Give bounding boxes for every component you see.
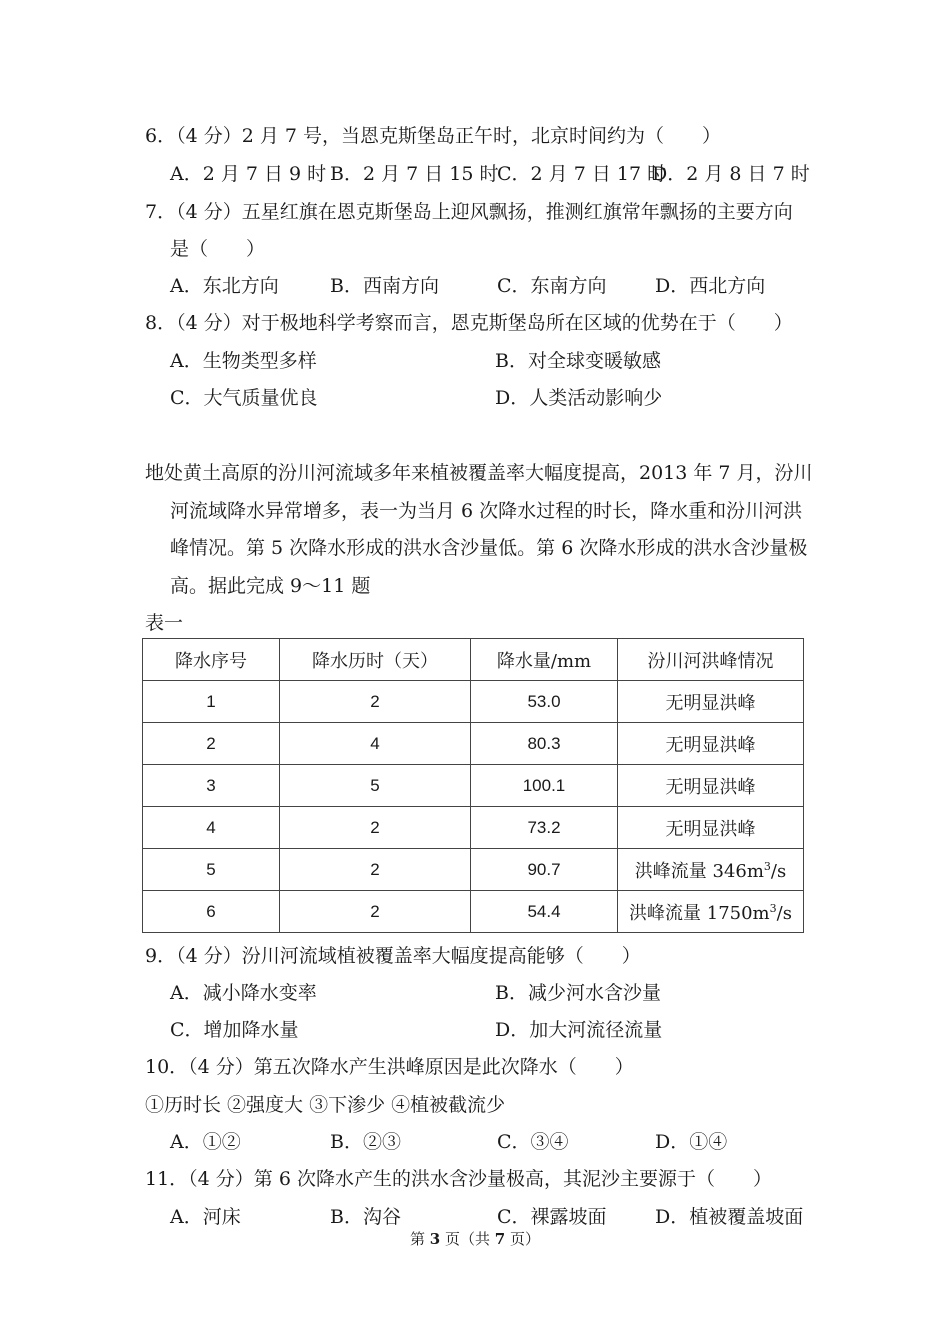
table-cell: 80.3 [471,723,618,765]
table-cell: 2 [280,849,471,891]
table-cell: 90.7 [471,849,618,891]
q8-option-a: A．生物类型多样 [170,350,317,372]
question-6-stem: 6．（4 分）2 月 7 号，当恩克斯堡岛正午时，北京时间约为（ ） [145,125,722,147]
q6-option-c: C．2 月 7 日 17 时 [497,163,667,185]
passage-line-3: 峰情况。第 5 次降水形成的洪水含沙量低。第 6 次降水形成的洪水含沙量极 [170,537,808,559]
q7-option-c: C．东南方向 [497,275,607,297]
table-row [143,723,804,765]
question-9-stem: 9．（4 分）汾川河流域植被覆盖率大幅度提高能够（ ） [145,945,641,967]
passage-line-2: 河流域降水异常增多，表一为当月 6 次降水过程的时长，降水重和汾川河洪 [170,500,803,522]
footer-middle: 页（共 [440,1230,495,1248]
question-8-stem: 8．（4 分）对于极地科学考察而言，恩克斯堡岛所在区域的优势在于（ ） [145,312,793,334]
q6-option-d: D．2 月 8 日 7 时 [652,163,810,185]
table-cell: 3 [143,765,280,807]
table-cell: 4 [143,807,280,849]
question-7-stem-line2: 是（ ） [170,238,266,260]
question-11-stem: 11．（4 分）第 6 次降水产生的洪水含沙量极高，其泥沙主要源于（ ） [145,1168,772,1190]
footer-total-pages: 7 [494,1230,506,1248]
table-cell: 无明显洪峰 [618,807,804,849]
q11-option-c: C．裸露坡面 [497,1206,607,1228]
table-header-row [143,639,804,681]
table-cell: 5 [143,849,280,891]
table-caption: 表一 [145,612,184,634]
q8-option-c: C．大气质量优良 [170,387,318,409]
q9-option-d: D．加大河流径流量 [495,1019,663,1041]
q10-option-b: B．②③ [330,1131,401,1153]
unit-superscript: 3 [763,859,771,873]
footer-suffix: 页） [505,1230,540,1248]
table-header-cell: 汾川河洪峰情况 [618,639,804,681]
q8-option-d: D．人类活动影响少 [495,387,663,409]
q10-option-c: C．③④ [497,1131,569,1153]
q11-option-d: D．植被覆盖坡面 [655,1206,804,1228]
q10-option-d: D．①④ [655,1131,728,1153]
table-header-cell: 降水历时（天） [280,639,471,681]
question-10-items: ①历时长 ②强度大 ③下渗少 ④植被截流少 [145,1094,506,1116]
unit-tail: /s [776,902,792,924]
table-cell: 100.1 [471,765,618,807]
flood-value: 洪峰流量 1750m [629,902,770,924]
table-cell: 2 [280,681,471,723]
table-cell: 无明显洪峰 [618,681,804,723]
table-row [143,681,804,723]
table-cell: 2 [143,723,280,765]
q10-option-a: A．①② [170,1131,241,1153]
flood-value: 洪峰流量 346m [634,860,764,882]
q9-option-b: B．减少河水含沙量 [495,982,661,1004]
q9-option-a: A．减小降水变率 [170,982,317,1004]
table-row [143,891,804,933]
table-cell: 73.2 [471,807,618,849]
q6-option-b: B．2 月 7 日 15 时 [330,163,499,185]
q6-option-a: A．2 月 7 日 9 时 [170,163,327,185]
q7-option-a: A．东北方向 [170,275,279,297]
passage-line-1: 地处黄土高原的汾川河流域多年来植被覆盖率大幅度提高，2013 年 7 月，汾川 [145,462,813,484]
page-footer [0,1228,950,1249]
table-cell: 53.0 [471,681,618,723]
table-cell: 2 [280,807,471,849]
table-row [143,849,804,891]
table-cell: 5 [280,765,471,807]
table-cell: 4 [280,723,471,765]
table-cell: 2 [280,891,471,933]
footer-page-number: 3 [429,1230,441,1248]
table-header-cell: 降水序号 [143,639,280,681]
table-header-cell: 降水量/mm [471,639,618,681]
footer-prefix: 第 [410,1230,430,1248]
precipitation-table [142,638,804,933]
table-cell-flood [618,891,804,933]
passage-line-4: 高。据此完成 9～11 题 [170,575,371,597]
q8-option-b: B．对全球变暖敏感 [495,350,661,372]
question-7-stem-line1: 7．（4 分）五星红旗在恩克斯堡岛上迎风飘扬，推测红旗常年飘扬的主要方向 [145,201,793,223]
table-cell-flood [618,849,804,891]
q11-option-b: B．沟谷 [330,1206,401,1228]
question-10-stem: 10．（4 分）第五次降水产生洪峰原因是此次降水（ ） [145,1056,634,1078]
q7-option-b: B．西南方向 [330,275,439,297]
unit-tail: /s [770,860,787,882]
table-cell: 无明显洪峰 [618,723,804,765]
table-cell: 1 [143,681,280,723]
table-cell: 无明显洪峰 [618,765,804,807]
table-cell: 6 [143,891,280,933]
table-row [143,807,804,849]
q11-option-a: A．河床 [170,1206,241,1228]
q7-option-d: D．西北方向 [655,275,766,297]
q9-option-c: C．增加降水量 [170,1019,299,1041]
table-row [143,765,804,807]
unit-superscript: 3 [769,901,777,915]
table-cell: 54.4 [471,891,618,933]
